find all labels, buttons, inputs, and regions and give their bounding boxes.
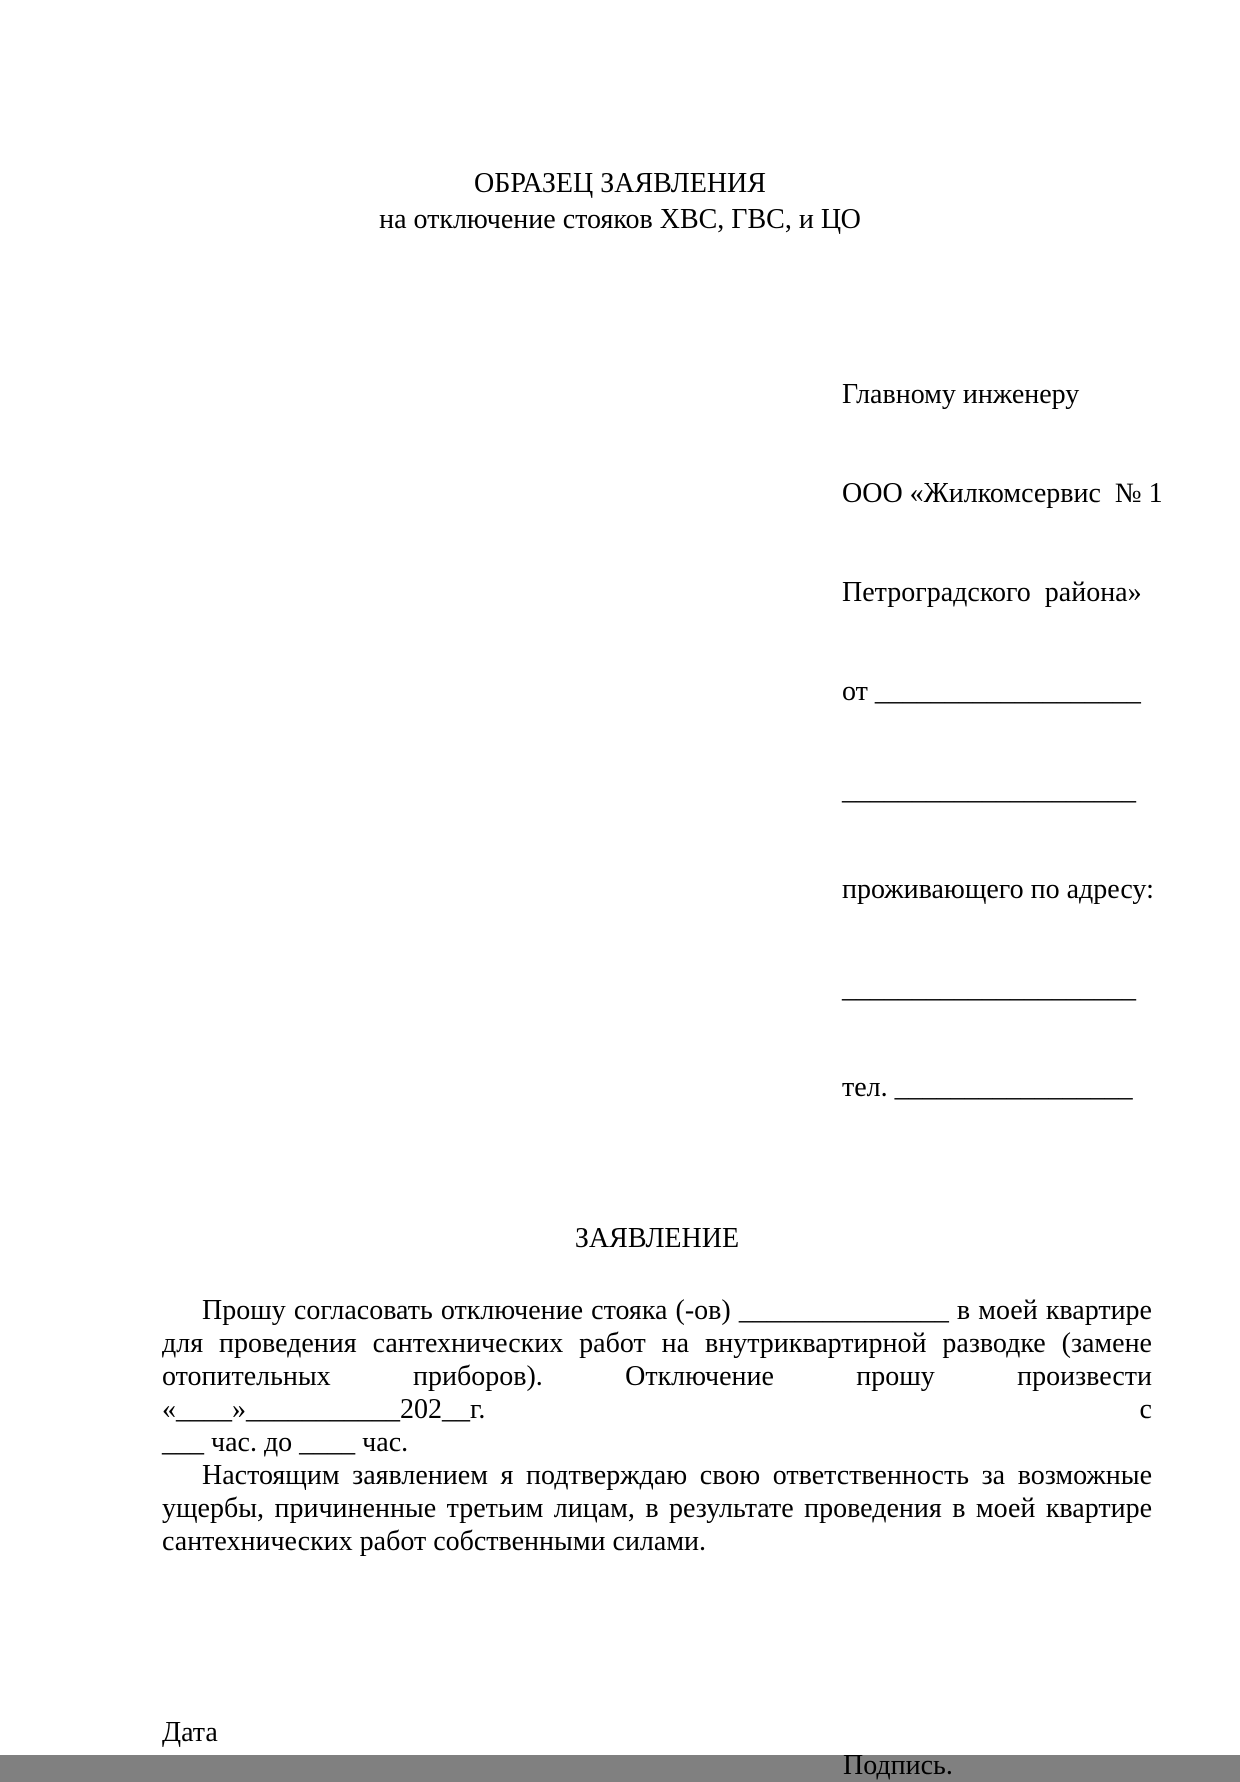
addressee-line-blank-2: _____________________ bbox=[842, 973, 1136, 1004]
document-body bbox=[0, 312, 1240, 1782]
addressee-line-from-blank: от ___________________ bbox=[842, 676, 1141, 707]
document-title: ОБРАЗЕЦ ЗАЯВЛЕНИЯ bbox=[474, 168, 766, 199]
document-title-block bbox=[0, 0, 1240, 238]
request-line-4: ___ час. до ____ час. bbox=[162, 1427, 409, 1458]
paragraph-request bbox=[162, 1294, 1152, 1459]
addressee-line-district: Петроградского района» bbox=[842, 577, 1142, 608]
liability-line-1: Настоящим заявлением я подтверждаю свою ответственность за возможные bbox=[202, 1460, 1152, 1491]
signature-label: Подпись. bbox=[843, 1750, 953, 1781]
liability-line-3: сантехнических работ собственными силами. bbox=[162, 1526, 707, 1557]
paragraph-liability bbox=[162, 1459, 1152, 1558]
application-heading: ЗАЯВЛЕНИЕ bbox=[574, 1223, 740, 1254]
addressee-block bbox=[842, 312, 1163, 1170]
addressee-line-recipient: Главному инженеру bbox=[842, 379, 1080, 410]
liability-line-2: ущербы, причиненные третьим лицам, в результате проведения в моей квартире bbox=[162, 1493, 1152, 1524]
addressee-line-phone-blank: тел. _________________ bbox=[842, 1072, 1133, 1103]
footer-block bbox=[162, 1716, 1152, 1782]
addressee-line-company: ООО «Жилкомсервис № 1 bbox=[842, 478, 1163, 509]
addressee-line-blank-1: _____________________ bbox=[842, 775, 1136, 806]
request-line-2: для проведения сантехнических работ на внутриквартирной разводке (замене bbox=[162, 1328, 1152, 1359]
addressee-line-address-label: проживающего по адресу: bbox=[842, 874, 1154, 905]
request-line-3: отопительных приборов). Отключение прошу произвести «____»___________202__г. с bbox=[162, 1361, 1152, 1425]
document-subtitle: на отключение стояков ХВС, ГВС, и ЦО bbox=[379, 204, 861, 235]
request-line-1: Прошу согласовать отключение стояка (-ов) _______________ в моей квартире bbox=[202, 1295, 1152, 1326]
date-label: Дата bbox=[162, 1717, 218, 1748]
